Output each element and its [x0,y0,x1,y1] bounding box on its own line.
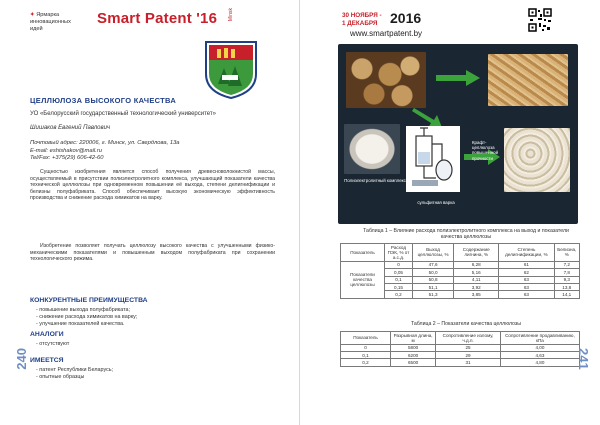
page-number-right: 241 [576,348,591,370]
contact-block [30,140,270,163]
table-cell: 61 [499,261,554,268]
wood-logs-photo [346,52,426,108]
table-row-label: Показатели качества целлюлозы [341,261,385,298]
table-cell: 62 [499,269,554,276]
table-header: Сопротивление излому, ч.д.п. [436,332,501,345]
table-cell: 5,16 [454,269,499,276]
table-cell: 31 [436,359,501,366]
list-item: - повышение выхода полуфабриката; [36,307,137,314]
table2-caption: Таблица 2 – Показатели качества целлюлозы [410,321,521,327]
fair-logo-line: идей [30,26,43,32]
qr-code-icon [528,8,552,32]
article-title: ЦЕЛЛЮЛОЗА ВЫСОКОГО КАЧЕСТВА [30,96,177,105]
event-dates [342,12,382,27]
list-item: - улучшение показателей качества. [36,321,137,328]
advantages-list [36,307,137,328]
table-cell: 0,2 [385,291,413,298]
table-cell: 6,28 [454,261,499,268]
list-item: - патент Республики Беларусь; [36,367,113,374]
table-header: Сопротивление продавливанию, кПа [500,332,579,345]
table-cell: 63 [499,283,554,290]
table-cell: 0,05 [385,269,413,276]
fair-logo [30,12,92,33]
pulp-label: Крафт-целлюлоза повышенной прочности [472,140,499,161]
organization: УО «Белорусский государственный технологический университет» [30,111,217,117]
table-row [341,359,580,366]
table-cell: 13,8 [554,283,579,290]
table-cell: 4,00 [500,344,579,351]
postal-address: Почтовый адрес: 220006, г. Минск, ул. Свердлова, 13а [30,140,180,146]
table-row [341,351,580,358]
table-cell: 0,1 [385,276,413,283]
available-list [36,367,113,381]
table-cell: 50,8 [413,276,454,283]
table-cell: 0,2 [341,359,391,366]
table-cell: 0,15 [385,283,413,290]
strength-table [340,331,580,367]
quality-table [340,243,580,299]
event-url: www.smartpatent.by [350,29,423,38]
wood-chips-photo [488,54,568,106]
fair-logo-title: Ярмарка [36,12,60,18]
description-paragraph: Сущностью изобретения является способ получения древесноволокнистой массы, осуществляемый в присутствии полиэлектролитного комплекса, улучшающий показатели качества технической целлюлозы при одновременном повышении её выхода, степени делигнификации и белизны полуфабриката. Способ обеспечивает высокую экономическую эффективность производства и снижение расхода химикатов на варку. [30,169,275,202]
table-header: Белизна, % [554,244,579,262]
description-paragraph: Изобретение позволяет получать целлюлозу высокого качества с улучшенными физико-механическими показателями и повышенным выходом полуфабриката при сохранении технологического режима. [30,243,275,263]
table-cell: 6200 [391,351,436,358]
table-cell: 6500 [391,359,436,366]
table-header: Разрывная длина, м [391,332,436,345]
analogs-list [36,341,69,348]
table-cell: 25 [436,344,501,351]
table-row [341,344,580,351]
page-number-left: 240 [14,348,29,370]
pulp-photo [504,128,570,192]
table-header: Содержание лигнина, % [454,244,499,262]
city-label: Minsk [228,8,234,22]
table-cell: 63 [499,276,554,283]
table-row [341,261,580,268]
fair-logo-mark: ✦ [30,12,37,18]
table-cell: 29 [436,351,501,358]
university-emblem [200,38,262,100]
table-header: Показатель [341,332,391,345]
table-header: Выход целлюлозы, % [413,244,454,262]
table1-caption: Таблица 1 – Влияние расхода полиэлектролитного комплекса на выход и показатели качества целлюлозы [363,228,569,241]
table-cell: 0 [341,344,391,351]
table-cell: 4,80 [500,359,579,366]
table-header: Расход ПЭК, % от а.с.д. [385,244,413,262]
table-cell: 3,92 [454,283,499,290]
date-line: 30 НОЯБРЯ - [342,12,382,19]
brand-title: Smart Patent '16 [97,10,218,27]
process-diagram [338,44,578,224]
table-cell: 3,85 [454,291,499,298]
available-heading: ИМЕЕТСЯ [30,357,64,364]
list-item: - снижение расхода химикатов на варку; [36,314,137,321]
table-cell: 9,3 [554,276,579,283]
table-header: Показатель [341,244,385,262]
phone-number: Tel/Fax: +375(29) 606-42-60 [30,155,104,161]
table-cell: 4,63 [500,351,579,358]
table-cell: 51,1 [413,283,454,290]
table-cell: 5800 [391,344,436,351]
table-cell: 50,0 [413,269,454,276]
author-name: Шишаков Евгений Павлович [30,125,111,131]
analogs-heading: АНАЛОГИ [30,331,64,338]
digester-apparatus-icon [402,122,464,196]
table-header-row [341,244,580,262]
table-cell: 7,8 [554,269,579,276]
table-cell: 4,11 [454,276,499,283]
table-cell: 51,3 [413,291,454,298]
table-cell: 7,2 [554,261,579,268]
table-header-row [341,332,580,345]
email-address: E-mail: eshishakov@mail.ru [30,147,102,154]
table-cell: 0 [385,261,413,268]
list-item: - отсутствуют [36,341,69,348]
event-year: 2016 [390,10,422,26]
date-line: 1 ДЕКАБРЯ [342,19,378,27]
cooking-label: сульфитная варка [417,200,455,205]
list-item: - опытные образцы [36,374,113,381]
table-cell: 47,6 [413,261,454,268]
arrow-right-icon [434,68,482,88]
polyelectrolyte-photo [344,124,400,174]
advantages-heading: КОНКУРЕНТНЫЕ ПРЕИМУЩЕСТВА [30,297,148,304]
fair-logo-line: инновационных [30,19,71,25]
table-cell: 63 [499,291,554,298]
table-cell: 14,1 [554,291,579,298]
table-cell: 0,1 [341,351,391,358]
table-header: Степень делигнификации, % [499,244,554,262]
polyelectrolyte-label: Полиэлектролитный комплекс [344,178,406,183]
